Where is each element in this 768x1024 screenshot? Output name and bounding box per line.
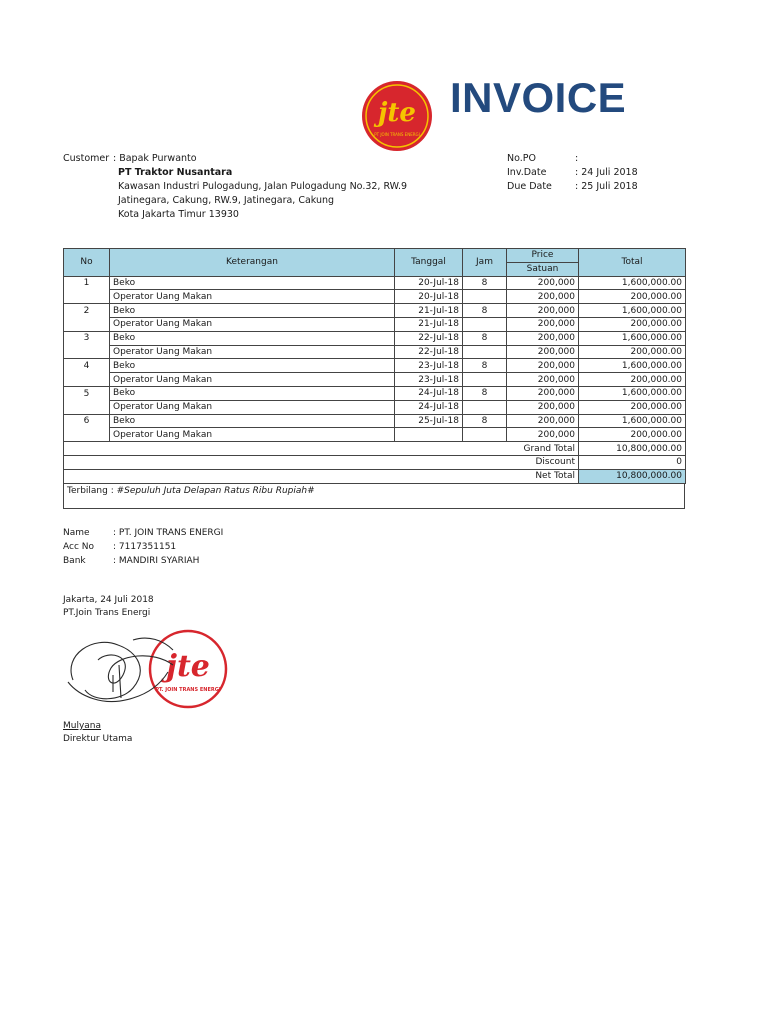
row-jam: 8	[463, 304, 507, 318]
row-no: 2	[64, 304, 110, 318]
row-price: 200,000	[507, 373, 579, 387]
net-total-value: 10,800,000.00	[579, 469, 686, 483]
row-keterangan: Beko	[110, 414, 395, 428]
row-no: 6	[64, 414, 110, 428]
bank-label: Bank	[63, 556, 86, 566]
row-keterangan: Operator Uang Makan	[110, 400, 395, 414]
grand-total-value: 10,800,000.00	[579, 442, 686, 456]
svg-text:jte: jte	[166, 649, 210, 684]
table-row	[64, 414, 686, 428]
row-tanggal: 21-Jul-18	[395, 304, 463, 318]
row-total: 1,600,000.00	[579, 386, 686, 400]
signer-position: Direktur Utama	[63, 734, 133, 744]
row-total: 1,600,000.00	[579, 276, 686, 290]
table-row	[64, 428, 686, 442]
customer-contact: : Bapak Purwanto	[113, 153, 197, 164]
header-price: Price	[507, 249, 579, 263]
row-no	[64, 373, 110, 387]
row-price: 200,000	[507, 400, 579, 414]
discount-label: Discount	[64, 455, 579, 469]
bank-name-value: : PT. JOIN TRANS ENERGI	[113, 528, 224, 538]
customer-label: Customer	[63, 153, 110, 164]
row-tanggal: 20-Jul-18	[395, 290, 463, 304]
row-jam: 8	[463, 276, 507, 290]
row-tanggal: 22-Jul-18	[395, 331, 463, 345]
po-label: No.PO	[507, 153, 536, 164]
row-total: 200,000.00	[579, 428, 686, 442]
row-price: 200,000	[507, 428, 579, 442]
table-row	[64, 276, 686, 290]
company-logo	[360, 78, 434, 154]
header-no: No	[64, 249, 110, 277]
row-jam: 8	[463, 386, 507, 400]
row-keterangan: Beko	[110, 359, 395, 373]
row-total: 1,600,000.00	[579, 359, 686, 373]
table-row	[64, 373, 686, 387]
customer-address-line: Kota Jakarta Timur 13930	[118, 209, 239, 220]
row-total: 1,600,000.00	[579, 304, 686, 318]
table-row	[64, 331, 686, 345]
signer-name: Mulyana	[63, 721, 102, 731]
row-jam	[463, 428, 507, 442]
row-keterangan: Operator Uang Makan	[110, 345, 395, 359]
row-total: 200,000.00	[579, 317, 686, 331]
acc-no-value: : 7117351151	[113, 542, 177, 552]
row-tanggal: 23-Jul-18	[395, 373, 463, 387]
row-tanggal: 25-Jul-18	[395, 414, 463, 428]
bank-value: : MANDIRI SYARIAH	[113, 556, 200, 566]
svg-text:jte: jte	[378, 98, 416, 128]
row-keterangan: Beko	[110, 304, 395, 318]
row-price: 200,000	[507, 414, 579, 428]
row-no: 4	[64, 359, 110, 373]
invoice-table	[63, 248, 686, 484]
bank-name-label: Name	[63, 528, 90, 538]
stamp-text: PT. JOIN TRANS ENERGI	[155, 687, 221, 693]
acc-no-label: Acc No	[63, 542, 94, 552]
header-satuan: Satuan	[507, 262, 579, 276]
row-no: 5	[64, 386, 110, 400]
discount-value: 0	[579, 455, 686, 469]
row-total: 200,000.00	[579, 290, 686, 304]
row-price: 200,000	[507, 331, 579, 345]
row-total: 200,000.00	[579, 400, 686, 414]
row-no	[64, 428, 110, 442]
row-no	[64, 345, 110, 359]
net-total-label: Net Total	[64, 469, 579, 483]
row-price: 200,000	[507, 304, 579, 318]
row-keterangan: Beko	[110, 276, 395, 290]
row-keterangan: Operator Uang Makan	[110, 428, 395, 442]
row-price: 200,000	[507, 317, 579, 331]
row-no	[64, 400, 110, 414]
logo-text: PT JOIN TRANS ENERGI	[374, 132, 420, 137]
row-jam	[463, 400, 507, 414]
row-no	[64, 317, 110, 331]
table-row	[64, 386, 686, 400]
row-tanggal: 21-Jul-18	[395, 317, 463, 331]
row-jam: 8	[463, 331, 507, 345]
row-price: 200,000	[507, 345, 579, 359]
due-date-value: : 25 Juli 2018	[575, 181, 638, 192]
row-no: 1	[64, 276, 110, 290]
terbilang-label: Terbilang : #	[67, 486, 125, 496]
row-jam: 8	[463, 414, 507, 428]
header-tanggal: Tanggal	[395, 249, 463, 277]
grand-total-label: Grand Total	[64, 442, 579, 456]
row-jam	[463, 345, 507, 359]
inv-date-value: : 24 Juli 2018	[575, 167, 638, 178]
row-keterangan: Operator Uang Makan	[110, 317, 395, 331]
terbilang-value: Sepuluh Juta Delapan Ratus Ribu Rupiah#	[124, 486, 315, 496]
row-keterangan: Beko	[110, 331, 395, 345]
company-stamp	[150, 631, 226, 707]
table-row	[64, 400, 686, 414]
row-price: 200,000	[507, 276, 579, 290]
row-jam	[463, 290, 507, 304]
table-row	[64, 290, 686, 304]
row-price: 200,000	[507, 290, 579, 304]
terbilang-box	[63, 483, 685, 509]
row-jam: 8	[463, 359, 507, 373]
table-row	[64, 345, 686, 359]
row-total: 200,000.00	[579, 373, 686, 387]
row-tanggal	[395, 428, 463, 442]
row-total: 1,600,000.00	[579, 414, 686, 428]
header-keterangan: Keterangan	[110, 249, 395, 277]
header-jam: Jam	[463, 249, 507, 277]
page-title: INVOICE	[450, 74, 627, 121]
signature-stamp-area	[63, 620, 233, 720]
signature-company: PT.Join Trans Energi	[63, 608, 151, 618]
row-tanggal: 22-Jul-18	[395, 345, 463, 359]
row-keterangan: Beko	[110, 386, 395, 400]
row-price: 200,000	[507, 386, 579, 400]
row-tanggal: 23-Jul-18	[395, 359, 463, 373]
row-jam	[463, 317, 507, 331]
table-row	[64, 317, 686, 331]
row-keterangan: Operator Uang Makan	[110, 290, 395, 304]
customer-address-line: Kawasan Industri Pulogadung, Jalan Pulogadung No.32, RW.9	[118, 181, 408, 192]
row-tanggal: 24-Jul-18	[395, 400, 463, 414]
row-tanggal: 24-Jul-18	[395, 386, 463, 400]
table-row	[64, 359, 686, 373]
row-jam	[463, 373, 507, 387]
po-value: :	[575, 153, 579, 164]
customer-company: PT Traktor Nusantara	[118, 167, 233, 178]
header-total: Total	[579, 249, 686, 277]
signature-place-date: Jakarta, 24 Juli 2018	[63, 595, 154, 605]
customer-address-line: Jatinegara, Cakung, RW.9, Jatinegara, Cakung	[118, 195, 335, 206]
row-price: 200,000	[507, 359, 579, 373]
row-no	[64, 290, 110, 304]
row-total: 200,000.00	[579, 345, 686, 359]
table-row	[64, 304, 686, 318]
row-tanggal: 20-Jul-18	[395, 276, 463, 290]
row-no: 3	[64, 331, 110, 345]
row-total: 1,600,000.00	[579, 331, 686, 345]
inv-date-label: Inv.Date	[507, 167, 547, 178]
row-keterangan: Operator Uang Makan	[110, 373, 395, 387]
due-date-label: Due Date	[507, 181, 552, 192]
